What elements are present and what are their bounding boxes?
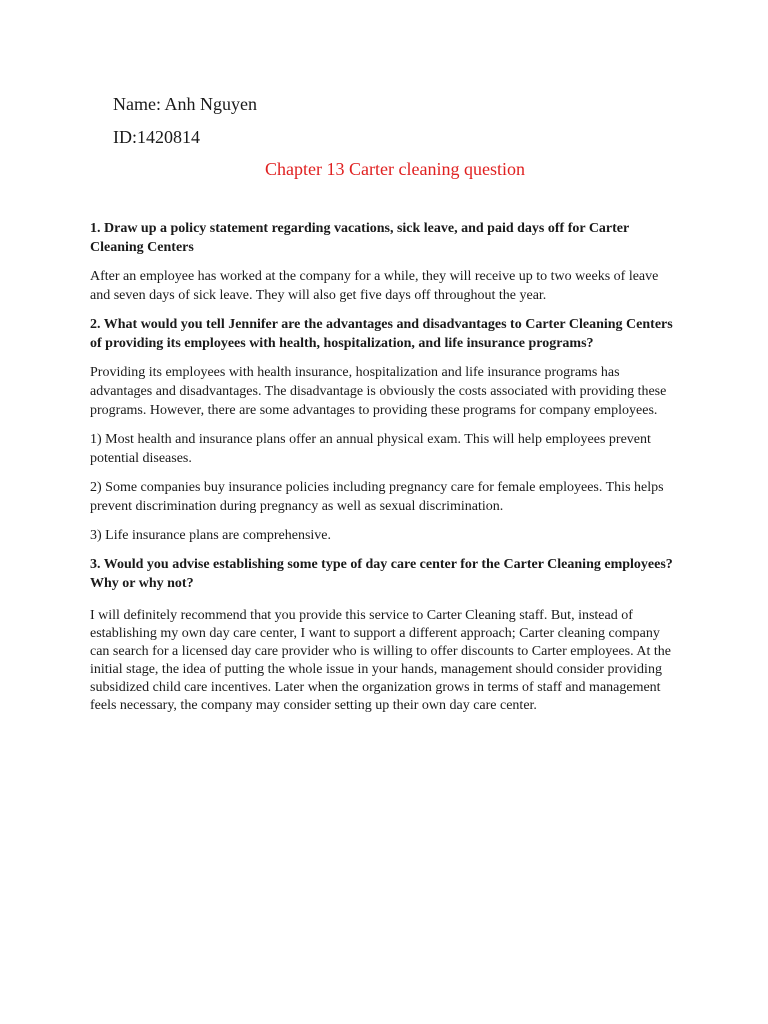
student-id: ID:1420814 [113,127,200,147]
student-name: Name: Anh Nguyen [113,94,257,114]
question-2: 2. What would you tell Jennifer are the advantages and disadvantages to Carter Cleaning Centers of providing its employees with health, hospitalization, and life insurance programs? [90,317,673,351]
document-title: Chapter 13 Carter cleaning question [265,159,525,179]
answer-2-point-3: 3) Life insurance plans are comprehensive. [90,528,332,543]
answer-2-paragraph: Providing its employees with health insurance, hospitalization and life insurance programs has advantages and disadvantages. The disadvantage is obviously the costs associated with providing these programs. However, there are some advantages to providing these programs for company employees. [90,365,667,418]
answer-1-paragraph: After an employee has worked at the company for a while, they will receive up to two weeks of leave and seven days of sick leave. They will also get five days off throughout the year. [90,269,659,303]
answer-2-point-2: 2) Some companies buy insurance policies including pregnancy care for female employees. This helps prevent discrimination during pregnancy as well as sexual discrimination. [90,480,664,514]
answer-3-paragraph: I will definitely recommend that you provide this service to Carter Cleaning staff. But, instead of establishing my own day care center, I want to support a different approach; Carter cleaning company can search for a licensed day care provider who is willing to offer discounts to Carter employees. At the initial stage, the idea of putting the whole issue in your hands, management should consider providing subsidized child care incentives. Later when the organization grows in terms of staff and management feels necessary, the company may consider setting up their own day care center. [90,608,671,713]
document-body [90,219,680,715]
question-1: 1. Draw up a policy statement regarding vacations, sick leave, and paid days off for Carter Cleaning Centers [90,221,629,255]
question-3: 3. Would you advise establishing some type of day care center for the Carter Cleaning employees? Why or why not? [90,557,673,591]
answer-2-point-1: 1) Most health and insurance plans offer an annual physical exam. This will help employees prevent potential diseases. [90,432,651,466]
